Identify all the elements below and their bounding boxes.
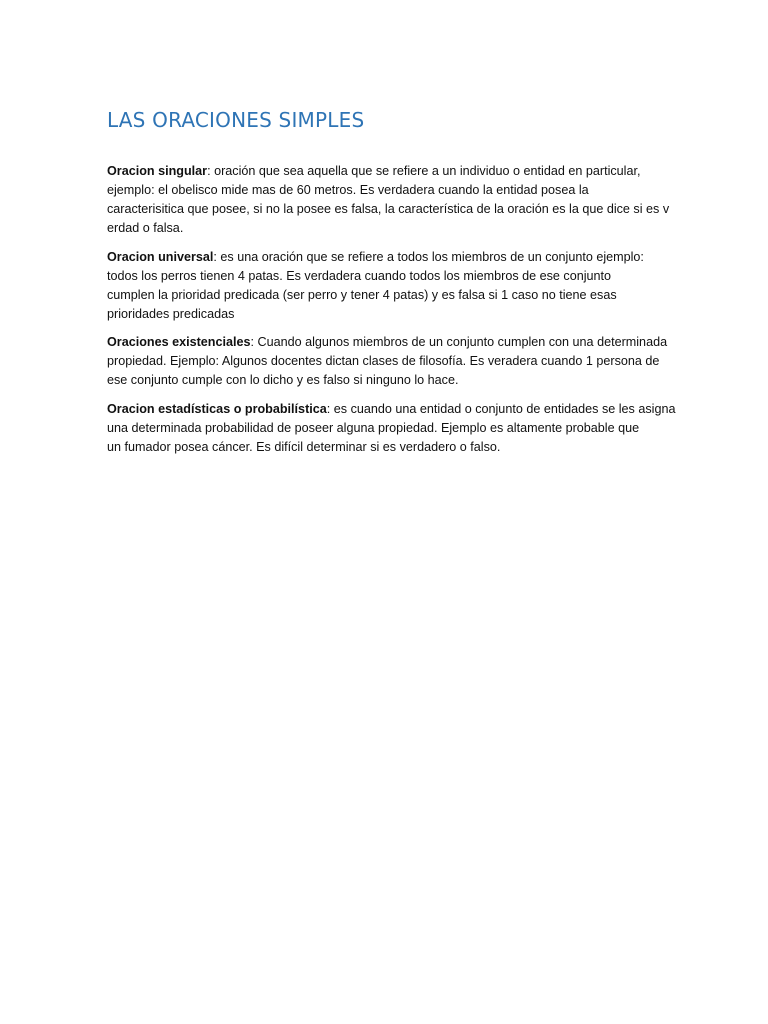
- paragraph-line: [107, 333, 668, 352]
- paragraph-line: cumplen la prioridad predicada (ser perro y tener 4 patas) y es falsa si 1 caso no tiene esas: [107, 287, 617, 302]
- paragraph-line: prioridades predicadas: [107, 306, 235, 321]
- paragraph-line: un fumador posea cáncer. Es difícil determinar si es verdadero o falso.: [107, 439, 501, 454]
- paragraph-term: Oraciones existenciales: [107, 335, 251, 349]
- paragraph-line: todos los perros tienen 4 patas. Es verdadera cuando todos los miembros de ese conjunto: [107, 268, 612, 283]
- paragraph-oraciones-existenciales: [107, 333, 668, 390]
- document-title: LAS ORACIONES SIMPLES: [107, 108, 365, 132]
- paragraph-text: : Cuando algunos miembros de un conjunto cumplen con una determinada: [250, 335, 668, 349]
- paragraph-line: caracterisitica que posee, si no la posee es falsa, la característica de la oración es la que dice si es v: [107, 202, 670, 216]
- paragraph-line: erdad o falsa.: [107, 221, 184, 235]
- paragraph-line: ese conjunto cumple con lo dicho y es falso si ninguno lo hace.: [107, 373, 459, 387]
- paragraph-line: [107, 248, 663, 267]
- paragraph-line: propiedad. Ejemplo: Algunos docentes dictan clases de filosofía. Es veradera cuando 1 persona de: [107, 354, 660, 368]
- paragraph-line: una determinada probabilidad de poseer alguna propiedad. Ejemplo es altamente probable que: [107, 420, 640, 435]
- paragraph-term: Oracion estadísticas o probabilística: [107, 401, 327, 416]
- paragraph-oracion-estadisticas: [107, 400, 676, 457]
- paragraph-oracion-singular: [107, 162, 670, 238]
- paragraph-line: [107, 400, 676, 419]
- paragraph-text: : es una oración que se refiere a todos los miembros de un conjunto ejemplo:: [213, 249, 644, 264]
- paragraph-oracion-universal: [107, 248, 663, 324]
- paragraph-term: Oracion singular: [107, 164, 208, 178]
- paragraph-text: : oración que sea aquella que se refiere a un individuo o entidad en particular,: [207, 164, 641, 178]
- paragraph-term: Oracion universal: [107, 249, 214, 264]
- paragraph-line: [107, 162, 663, 181]
- document-body: [107, 162, 676, 466]
- paragraph-text: : es cuando una entidad o conjunto de entidades se les asigna: [326, 401, 676, 416]
- paragraph-line: ejemplo: el obelisco mide mas de 60 metros. Es verdadera cuando la entidad posea la: [107, 183, 589, 197]
